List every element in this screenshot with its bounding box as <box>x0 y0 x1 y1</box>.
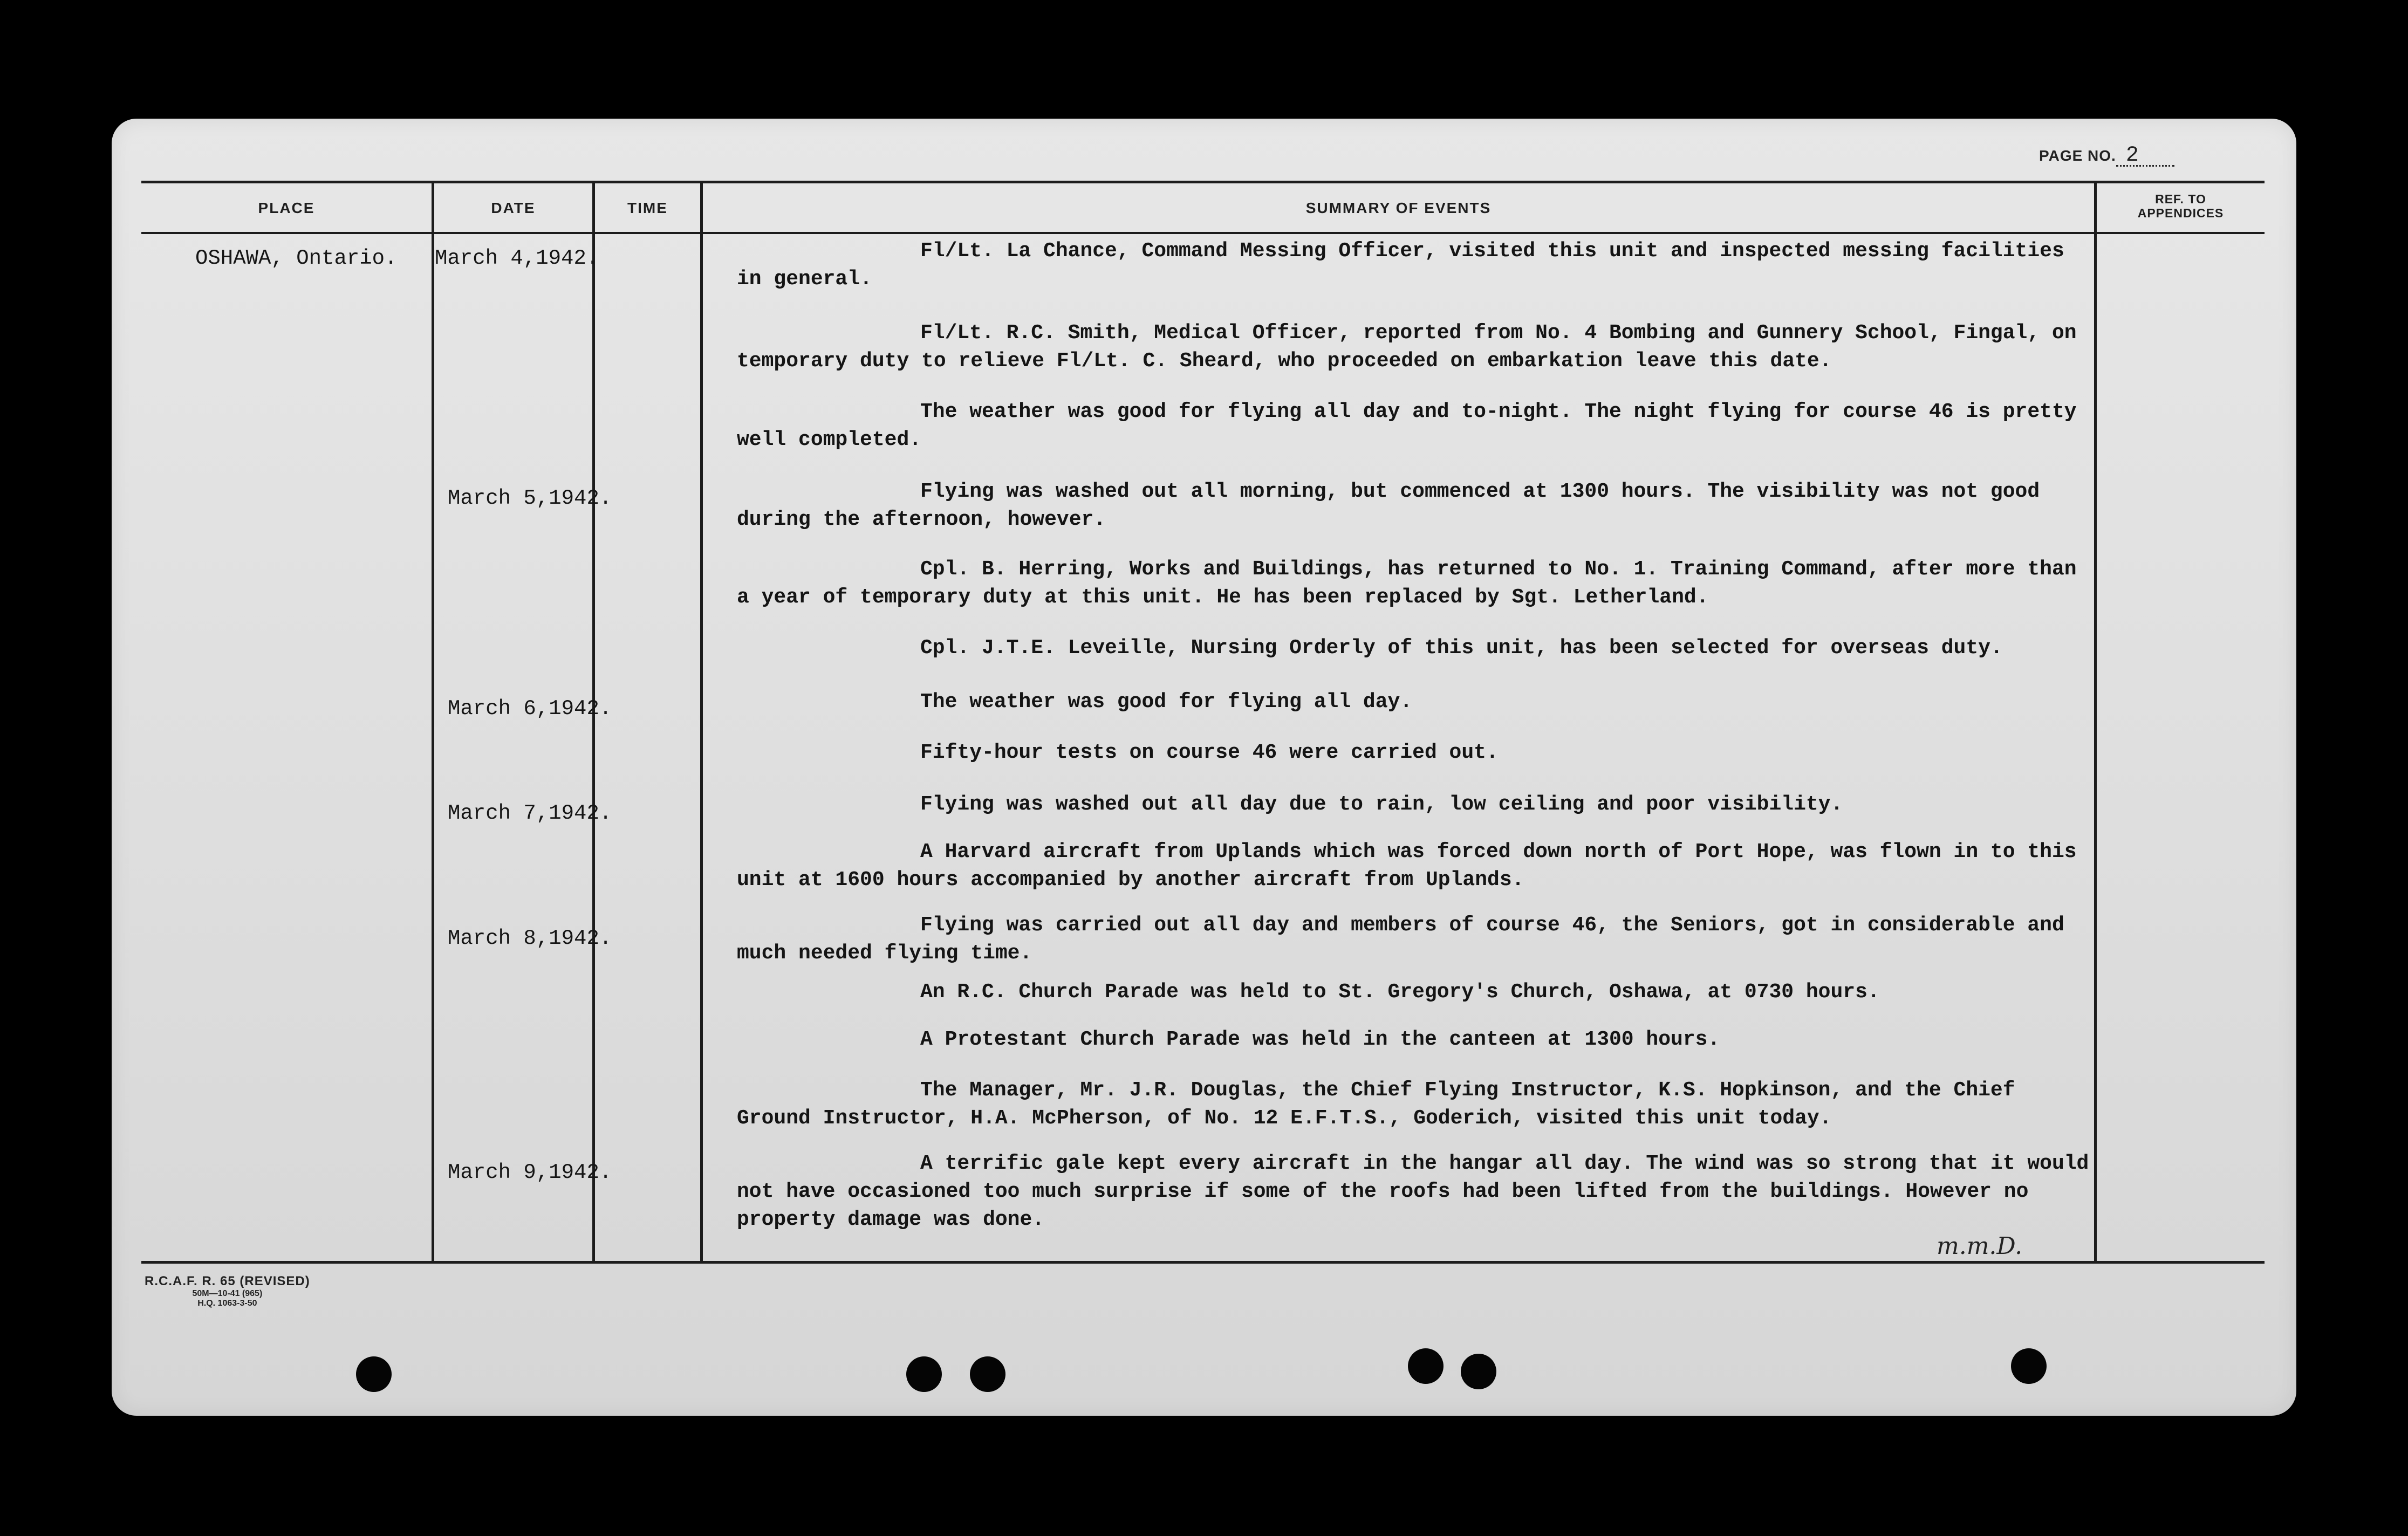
summary-entry: A Harvard aircraft from Uplands which was forced down north of Port Hope, was flown in to this unit at 1600 hours accompanied by another aircraft from Uplands. <box>737 840 2077 892</box>
table-top-rule <box>141 181 2265 183</box>
summary-entry: Cpl. B. Herring, Works and Buildings, has returned to No. 1. Training Command, after more than a year of temporary duty at this unit. He has been replaced by Sgt. Letherland. <box>737 558 2077 609</box>
summary-entry: Cpl. J.T.E. Leveille, Nursing Orderly of this unit, has been selected for overseas duty. <box>920 636 2003 660</box>
header-summary: SUMMARY OF EVENTS <box>1305 200 1492 216</box>
summary-entry: Flying was washed out all morning, but commenced at 1300 hours. The visibility was not good during the afternoon, however. <box>737 480 2040 531</box>
punch-hole <box>2011 1348 2047 1384</box>
form-number: R.C.A.F. R. 65 (REVISED) <box>145 1274 310 1288</box>
punch-hole <box>1408 1348 1444 1384</box>
table-bottom-rule <box>141 1261 2265 1264</box>
date-entry: March 9,1942. <box>448 1161 612 1184</box>
header-ref-line2: APPENDICES <box>2137 206 2224 220</box>
summary-entry: Flying was carried out all day and members of course 46, the Seniors, got in considerable and much needed flying time. <box>737 914 2064 965</box>
header-place: PLACE <box>258 200 315 216</box>
punch-hole <box>356 1356 392 1392</box>
summary-entry: The weather was good for flying all day and to-night. The night flying for course 46 is pretty well completed. <box>737 400 2077 451</box>
header-date: DATE <box>491 200 536 216</box>
summary-entry: The weather was good for flying all day. <box>920 690 1413 714</box>
page-number-value: 2 <box>2116 147 2174 167</box>
place-value: OSHAWA, Ontario. <box>195 246 398 270</box>
header-time: TIME <box>627 200 668 216</box>
punch-hole <box>970 1356 1005 1392</box>
summary-entry: Flying was washed out all day due to rain, low ceiling and poor visibility. <box>920 793 1843 816</box>
handwritten-initials: m.m.D. <box>1937 1232 2023 1260</box>
summary-entry: A terrific gale kept every aircraft in the hangar all day. The wind was so strong that it would not have occasioned too much surprise if some of the roofs had been lifted from the buildings. However no property damage was done. <box>737 1152 2089 1231</box>
date-entry: March 6,1942. <box>448 697 612 721</box>
column-divider-date-time <box>592 182 595 1262</box>
form-number-footer <box>145 1274 310 1308</box>
summary-entry: Fifty-hour tests on course 46 were carried out. <box>920 741 1499 764</box>
summary-entry: An R.C. Church Parade was held to St. Gregory's Church, Oshawa, at 0730 hours. <box>920 980 1880 1004</box>
summary-entry: A Protestant Church Parade was held in the canteen at 1300 hours. <box>920 1028 1720 1051</box>
header-ref-appendices <box>2097 192 2265 220</box>
header-ref-line1: REF. TO <box>2155 192 2206 206</box>
date-entry: March 5,1942. <box>448 486 612 510</box>
date-entry: March 8,1942. <box>448 927 612 950</box>
date-entry: March 7,1942. <box>448 801 612 825</box>
summary-entry: Fl/Lt. La Chance, Command Messing Officer, visited this unit and inspected messing facilities in general. <box>737 239 2064 291</box>
column-divider-time-summary <box>700 182 703 1262</box>
punch-hole <box>1461 1354 1496 1389</box>
date-entry: March 4,1942. <box>435 246 599 270</box>
print-run: 50M—10-41 (965) <box>192 1289 263 1298</box>
hq-file-number: H.Q. 1063-3-50 <box>197 1299 257 1308</box>
summary-entry: The Manager, Mr. J.R. Douglas, the Chief Flying Instructor, K.S. Hopkinson, and the Chief Ground Instructor, H.A. McPherson, of No. 12 E.F.T.S., Goderich, visited this unit today. <box>737 1079 2015 1130</box>
page-number-label: PAGE NO. <box>2039 147 2116 164</box>
column-divider-place-date <box>432 182 434 1262</box>
punch-hole <box>906 1356 942 1392</box>
summary-entry: Fl/Lt. R.C. Smith, Medical Officer, reported from No. 4 Bombing and Gunnery School, Fingal, on temporary duty to relieve Fl/Lt. C. Sheard, who proceeded on embarkation leave this date. <box>737 321 2077 373</box>
page-number <box>2039 143 2174 168</box>
header-bottom-rule <box>141 232 2265 234</box>
